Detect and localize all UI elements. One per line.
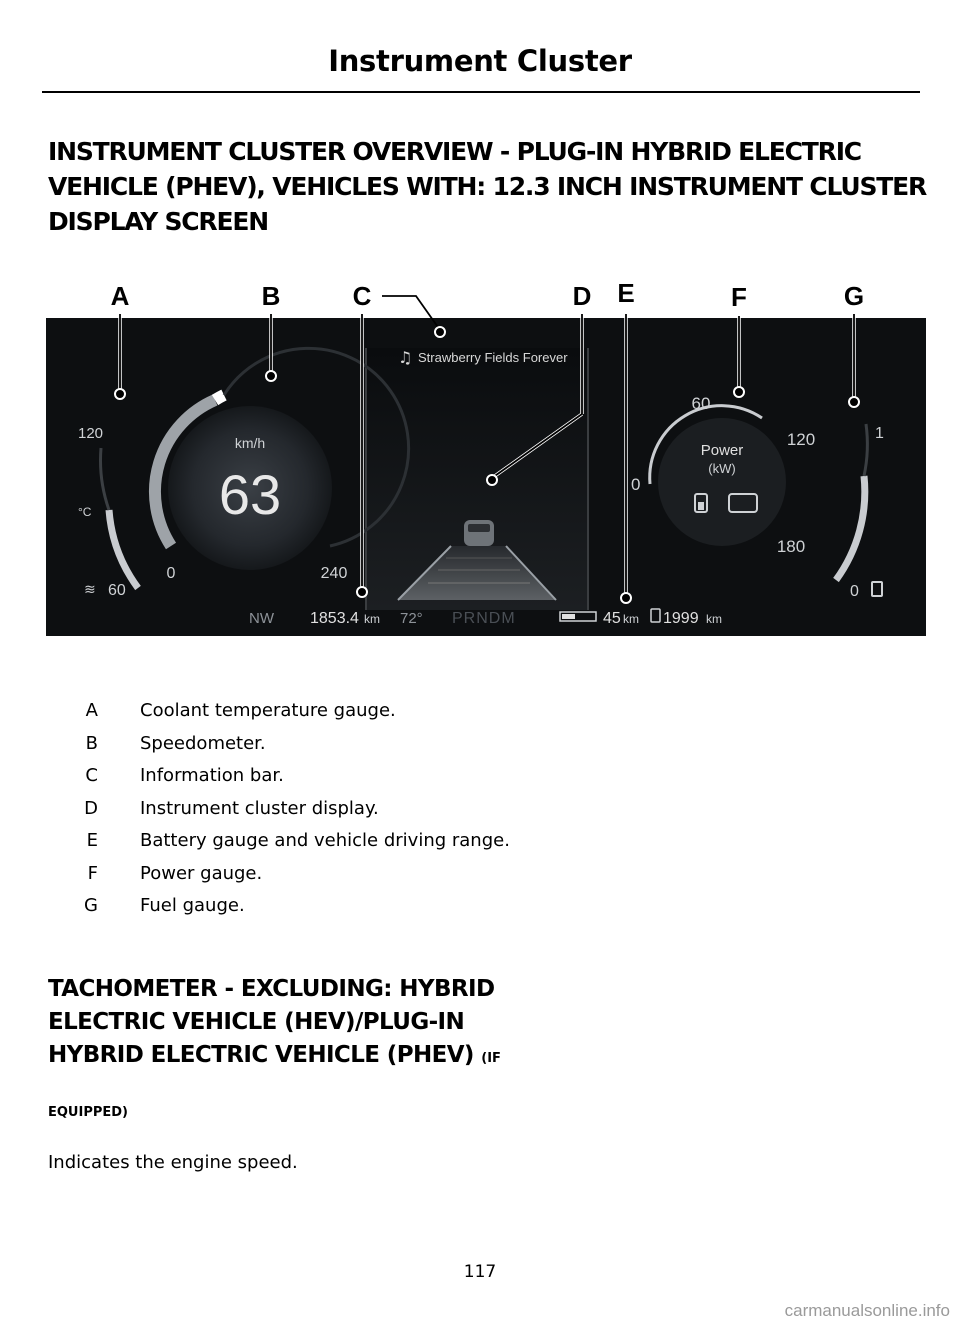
power-tick-0: 0 xyxy=(631,475,641,494)
subsection-body: Indicates the engine speed. xyxy=(48,1152,298,1173)
legend-key: B xyxy=(85,732,98,754)
callout-d: D xyxy=(572,281,592,311)
power-unit: (kW) xyxy=(708,461,736,476)
legend-text: Information bar. xyxy=(140,765,284,786)
fuel-range-unit: km xyxy=(706,612,722,626)
callout-d-dot xyxy=(487,475,497,485)
power-tick-60: 60 xyxy=(691,394,711,413)
legend-text: Instrument cluster display. xyxy=(140,797,379,819)
callout-e-dot xyxy=(621,593,631,603)
gear-selector: PRNDM xyxy=(452,610,516,627)
speed-max-label: 240 xyxy=(320,565,348,582)
callout-c-bar-dot xyxy=(357,587,367,597)
callout-g: G xyxy=(843,281,865,311)
legend-key: F xyxy=(87,862,98,884)
header-divider xyxy=(42,91,920,93)
callout-b: B xyxy=(261,281,281,311)
speed-value: 63 xyxy=(218,463,282,526)
legend-text: Battery gauge and vehicle driving range. xyxy=(140,830,510,851)
legend-text: Power gauge. xyxy=(140,862,263,884)
callout-b-dot xyxy=(266,371,276,381)
legend-item xyxy=(48,700,648,733)
power-tick-120: 120 xyxy=(786,430,816,449)
music-note-icon: ♫ xyxy=(398,348,413,367)
fuel-empty-label: 0 xyxy=(850,583,859,600)
legend-key: E xyxy=(86,830,98,851)
ev-range-unit: km xyxy=(623,612,639,626)
subsection-title-text: TACHOMETER - EXCLUDING: HYBRID ELECTRIC VEHICLE (HEV)/PLUG-IN HYBRID ELECTRIC VEHICLE (PHEV) xyxy=(48,976,495,1068)
legend-item xyxy=(48,895,648,928)
now-playing-song: Strawberry Fields Forever xyxy=(418,350,568,365)
power-label: Power xyxy=(700,442,744,459)
callout-e: E xyxy=(617,278,635,308)
legend-key: D xyxy=(84,797,98,819)
outside-temperature: 72° xyxy=(400,610,423,627)
subsection-title xyxy=(48,973,508,1075)
legend-text: Speedometer. xyxy=(140,732,266,754)
coolant-unit-label: °C xyxy=(78,505,92,519)
callout-c: C xyxy=(352,281,372,311)
legend-text: Fuel gauge. xyxy=(140,895,245,916)
legend-item xyxy=(48,733,648,766)
speed-unit: km/h xyxy=(234,435,266,451)
callout-c-dot xyxy=(435,327,445,337)
callout-a: A xyxy=(110,281,130,311)
legend-key: G xyxy=(84,895,98,916)
subsection-title-suffix-continued: EQUIPPED) xyxy=(48,1105,128,1120)
fuel-full-label: 1 xyxy=(875,425,884,442)
ev-range-value: 45 xyxy=(603,610,621,627)
legend-item xyxy=(48,798,648,831)
coolant-icon: ≋ xyxy=(84,582,96,598)
legend-text: Coolant temperature gauge. xyxy=(140,700,396,721)
speed-min-label: 0 xyxy=(166,565,176,582)
legend-key: C xyxy=(85,765,98,786)
legend-item xyxy=(48,863,648,896)
page-header-title: Instrument Cluster xyxy=(328,44,632,78)
compass-heading: NW xyxy=(249,610,274,627)
callout-a-dot xyxy=(115,389,125,399)
coolant-high-label: 120 xyxy=(78,425,104,442)
legend-item xyxy=(48,765,648,798)
fuel-range-value: 1999 xyxy=(663,610,699,627)
power-tick-180: 180 xyxy=(776,537,806,556)
figure-legend xyxy=(48,700,648,928)
lead-vehicle-icon xyxy=(464,520,494,546)
odometer-value: 1853.4 xyxy=(310,610,359,627)
page-number: 117 xyxy=(463,1262,497,1282)
instrument-cluster-figure xyxy=(46,278,926,638)
odometer-unit: km xyxy=(364,612,380,626)
coolant-low-label: 60 xyxy=(108,582,126,599)
section-title: INSTRUMENT CLUSTER OVERVIEW - PLUG-IN HYBRID ELECTRIC VEHICLE (PHEV), VEHICLES WITH: 12.3 INCH INSTRUMENT CLUSTER DISPLAY SCREEN xyxy=(48,137,927,236)
watermark: carmanualsonline.info xyxy=(784,1301,950,1320)
callout-g-dot xyxy=(849,397,859,407)
legend-key: A xyxy=(85,700,98,721)
callout-f: F xyxy=(731,282,747,312)
callout-f-dot xyxy=(734,387,744,397)
power-gauge-dial xyxy=(658,418,786,546)
legend-item xyxy=(48,830,648,863)
subsection-title-suffix: (IF xyxy=(481,1051,501,1066)
